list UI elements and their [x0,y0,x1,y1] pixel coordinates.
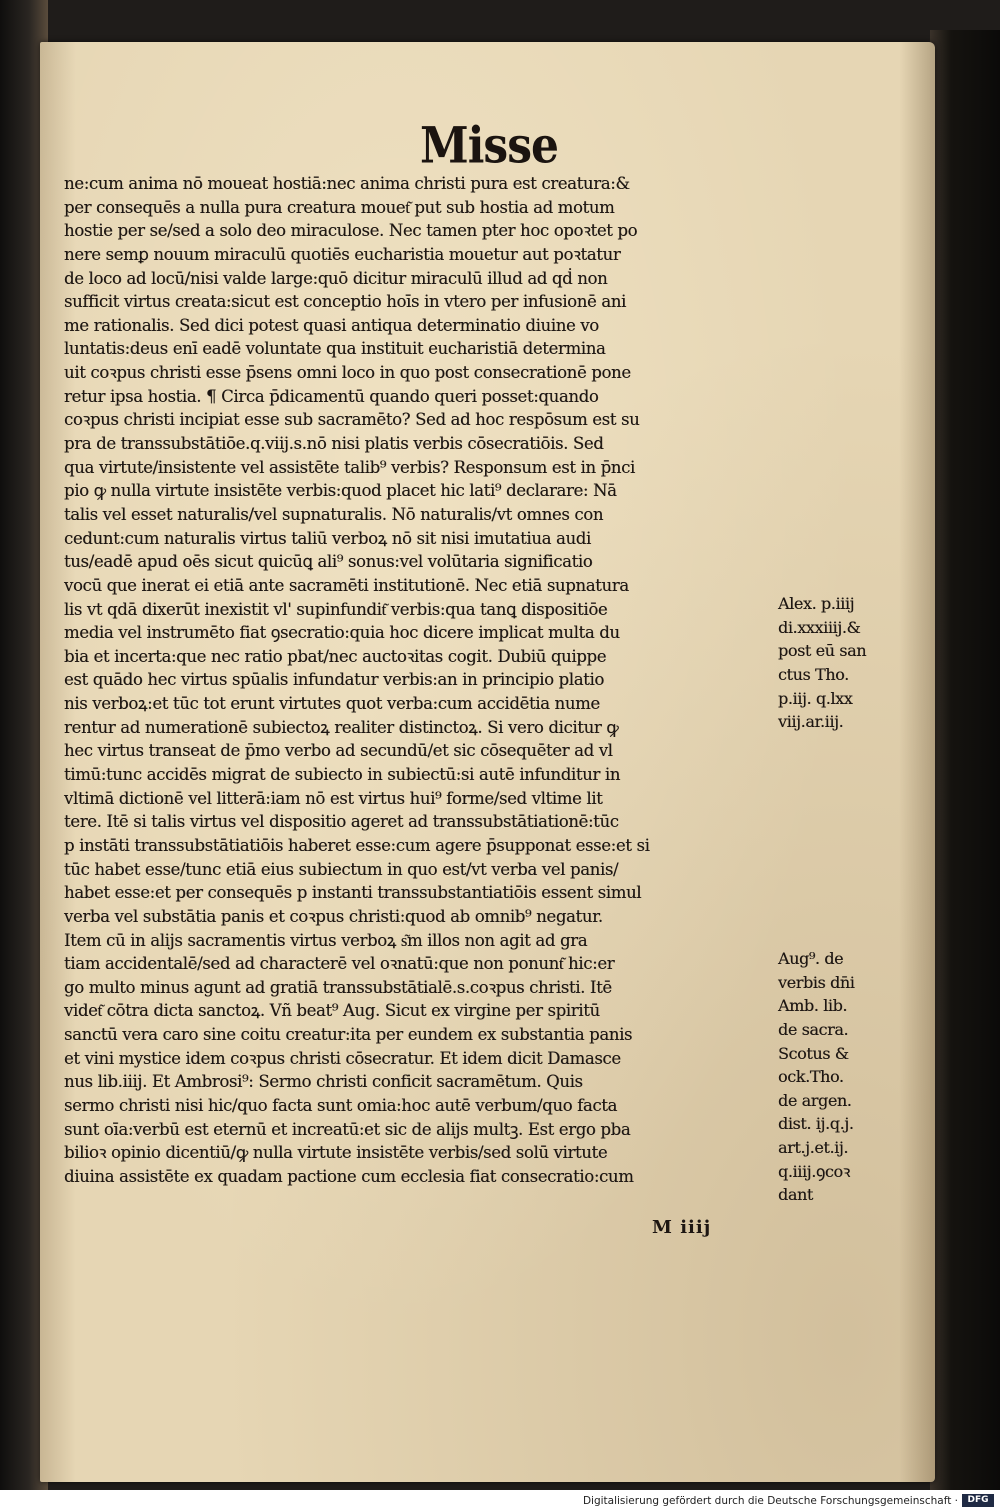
marginal-note-line: p.iij. q.lxx [778,688,853,708]
marginal-notes-upper [778,592,918,734]
marginal-note-line: dist. ij.q.j. [778,1114,854,1134]
text-line: vocū que inerat ei etiā ante sacramēti institutionē. Nec etiā supnatura [64,575,629,595]
text-line: nis verboꝝ:et tūc tot erunt virtutes quot verba:cum accidētia nume [64,694,600,714]
footer-credit: Digitalisierung gefördert durch die Deutsche Forschungsgemeinschaft · [582,1495,958,1507]
text-line: de loco ad locū/nisi valde large:quō dicitur miraculū illud ad qḋ non [64,268,608,288]
marginal-note-line: dant [778,1185,813,1205]
text-line: diuina assistēte ex quadam pactione cum ecclesia fiat consecratio:cum [64,1166,634,1186]
marginal-note-line: ctus Tho. [778,664,849,684]
text-line: hec virtus transeat de p̄mo verbo ad secundū/et sic cōsequēter ad vl [64,741,613,761]
text-line: hostie per se/sed a solo deo miraculose. Nec tamen pter hoc opoꝛtet po [64,221,638,241]
text-line: verba vel substātia panis et coꝛpus christi:quod ab omnib⁹ negatur. [64,906,603,926]
text-line: cedunt:cum naturalis virtus taliū verboꝝ nō sit nisi imutatiua audi [64,528,591,548]
marginal-note-line: Alex. p.iiij [778,594,855,613]
text-line: lis vt qdā dixerūt inexistit vl' supinfundit͂ verbis:qua tanꝗ dispositiōe [64,599,608,619]
marginal-note-line: Scotus & [778,1043,849,1063]
text-line: pra de transsubstātiōe.q.viij.s.nō nisi platis verbis cōsecratiōis. Sed [64,434,604,454]
text-line: coꝛpus christi incipiat esse sub sacramēto? Sed ad hoc respōsum est su [64,410,640,430]
marginal-note-line: ock.Tho. [778,1067,844,1087]
text-line: tūc habet esse/tunc etiā eius subiectum in quo est/vt verba vel panis/ [64,859,619,879]
text-line: est quādo hec virtus spūalis infundatur verbis:an in principio platio [64,670,604,690]
marginal-note-line: Amb. lib. [778,996,848,1016]
text-line: rentur ad numerationē subiectoꝝ realiter distinctoꝝ. Si vero dicitur ꝙ [64,717,619,737]
marginal-note-line: Aug⁹. de [778,949,844,968]
text-line: nere semꝑ nouum miraculū quotiēs eucharistia mouetur aut poꝛtatur [64,244,621,264]
marginal-note-line: di.xxxiiij.& [778,617,861,637]
text-line: p instāti transsubstātiatiōis haberet esse:cum agere p̄supponat esse:et si [64,835,650,855]
marginal-note-line: art.j.et.ij. [778,1138,849,1158]
text-line: go multo minus agunt ad gratiā transsubstātialē.s.coꝛpus christi. Itē [64,977,612,997]
text-line: bilioꝛ opinio dicentiū/ꝙ nulla virtute insistēte verbis/sed solū virtute [64,1143,608,1163]
dfg-logo-icon: DFG [962,1494,994,1507]
running-head: Misse [420,117,558,175]
text-line: tus/eadē apud oēs sicut quicūꝗ ali⁹ sonus:vel volūtaria significatio [64,552,593,572]
scan-background-right [930,30,1000,1490]
text-line: talis vel esset naturalis/vel supnaturalis. Nō naturalis/vt omnes con [64,504,604,524]
text-line: nus lib.iiij. Et Ambrosi⁹: Sermo christi conficit sacramētum. Quis [64,1072,583,1092]
marginal-note-line: q.iiij.ꝯcoꝛ [778,1161,850,1181]
marginal-note-line: post eū san [778,641,867,661]
text-line: habet esse:et per consequēs p instanti transsubstantiatiōis essent simul [64,883,642,903]
text-line: retur ipsa hostia. ¶ Circa p̄dicamentū quando queri posset:quando [64,386,599,406]
signature-mark: M iiij [652,1217,712,1238]
text-line: me rationalis. Sed dici potest quasi antiqua determinatio diuine vo [64,315,599,335]
text-line: luntatis:deus enī eadē voluntate qua instituit eucharistiā determina [64,339,606,359]
text-line: timū:tunc accidēs migrat de subiecto in subiectū:si autē infunditur in [64,765,621,785]
text-line: tiam accidentalē/sed ad characterē vel oꝛnatū:que non ponunt͂ hic:er [64,954,615,974]
text-line: tere. Itē si talis virtus vel dispositio ageret ad transsubstātiationē:tūc [64,812,619,832]
book-page [40,42,935,1482]
digitization-footer [0,1490,1000,1510]
text-line: pio ꝙ nulla virtute insistēte verbis:quod placet hic lati⁹ declarare: Nā [64,481,617,501]
text-line: sermo christi nisi hic/quo facta sunt omia:hoc autē verbum/quo facta [64,1095,618,1115]
text-line: videt͂ cōtra dicta sanctoꝝ. Vñ beat⁹ Aug. Sicut ex virgine per spiritū [64,1001,600,1021]
text-line: sanctū vera caro sine coitu creatur:ita per eundem ex substantia panis [64,1025,633,1045]
text-line: sufficit virtus creata:sicut est conceptio hoīs in vtero per infusionē ani [64,292,626,312]
marginal-note-line: de sacra. [778,1019,849,1039]
text-line: bia et incerta:que nec ratio pbat/nec auctoꝛitas cogit. Dubiū quippe [64,646,607,666]
text-line: vltimā dictionē vel litterā:iam nō est virtus hui⁹ forme/sed vltime lit [64,788,603,808]
text-line: qua virtute/insistente vel assistēte talib⁹ verbis? Responsum est in p̄nci [64,457,635,477]
text-line: ne:cum anima nō moueat hostiā:nec anima christi pura est creatura:& [64,174,630,193]
main-text-block [64,172,774,1189]
marginal-note-line: verbis dn̄i [778,972,855,992]
text-line: et vini mystice idem coꝛpus christi cōsecratur. Et idem dicit Damasce [64,1048,621,1068]
marginal-note-line: de argen. [778,1090,852,1110]
marginal-note-line: viij.ar.iij. [778,712,844,732]
text-line: Item cū in alijs sacramentis virtus verboꝝ s͂m illos non agit ad gra [64,930,588,950]
marginal-notes-lower [778,947,918,1207]
text-line: per consequēs a nulla pura creatura mouet͂ put sub hostia ad motum [64,197,615,217]
text-line: media vel instrumēto fiat ꝯsecratio:quia hoc dicere implicat multa du [64,623,620,643]
text-line: sunt oīa:verbū est eternū et increatū:et sic de alijs multꝫ. Est ergo pba [64,1119,631,1139]
text-line: uit coꝛpus christi esse p̄sens omni loco in quo post consecrationē pone [64,363,631,383]
